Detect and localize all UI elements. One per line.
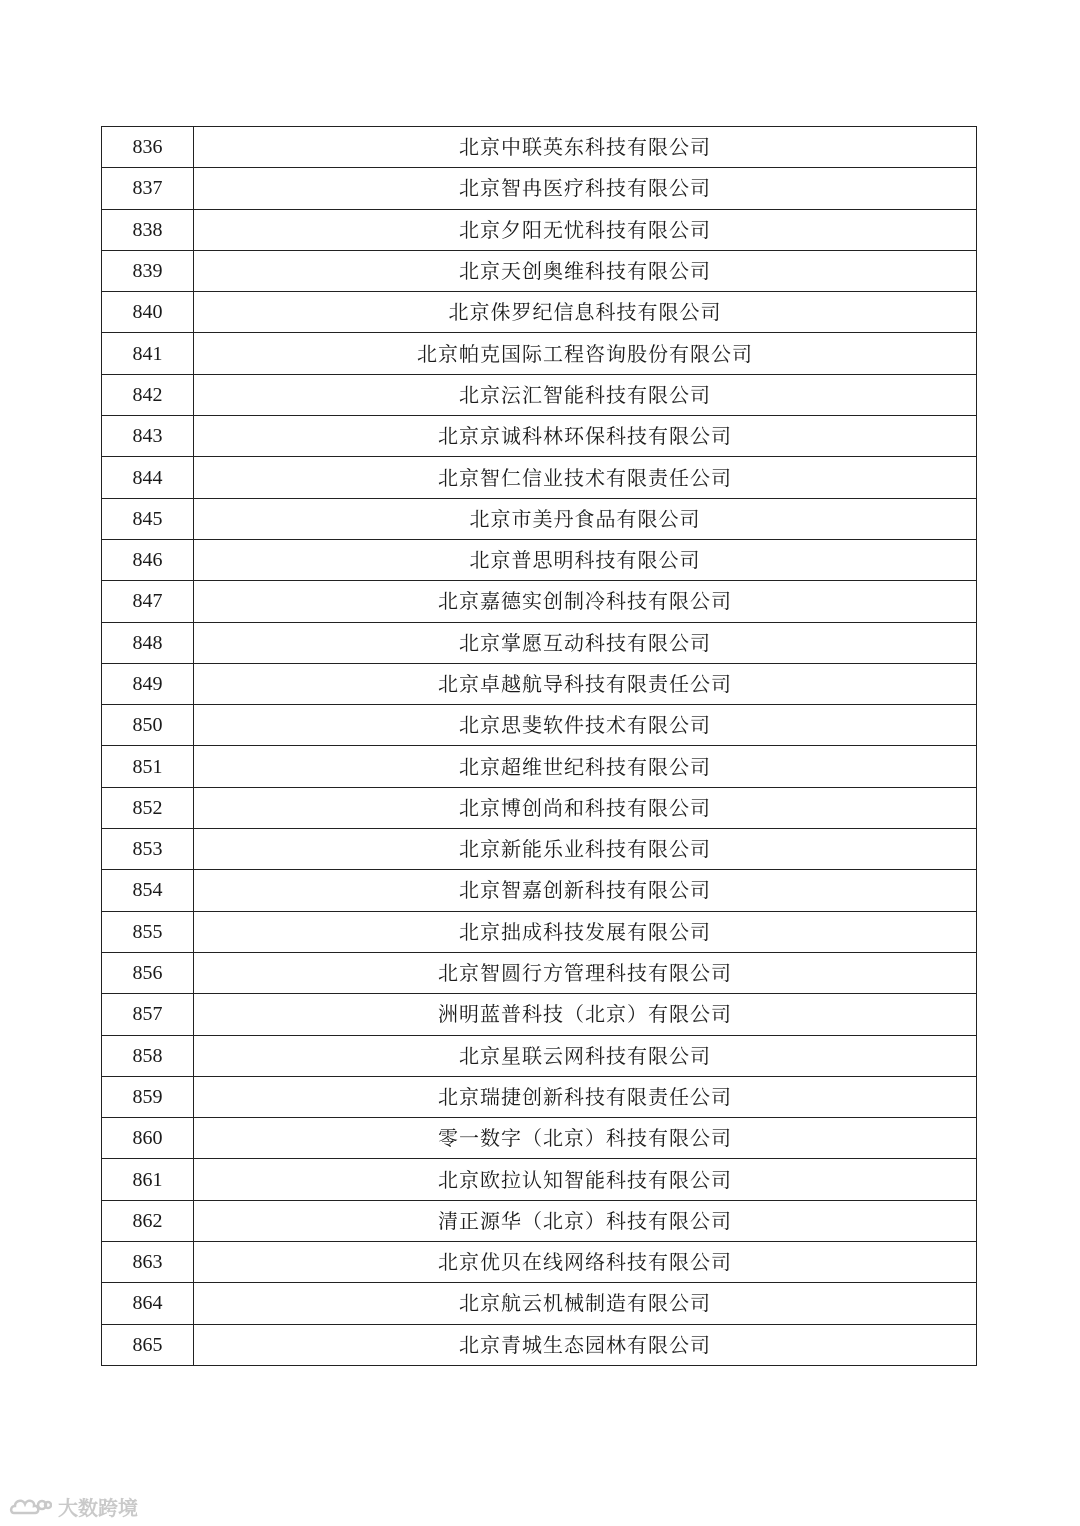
company-name: 北京卓越航导科技有限责任公司 (194, 663, 977, 704)
table-row (102, 168, 977, 209)
company-name: 北京市美丹食品有限公司 (194, 498, 977, 539)
row-number: 852 (102, 787, 194, 828)
company-name: 北京航云机械制造有限公司 (194, 1283, 977, 1324)
table-row (102, 539, 977, 580)
table-row (102, 1242, 977, 1283)
table-row (102, 705, 977, 746)
watermark-text: 大数跨境 (58, 1495, 138, 1520)
table-row (102, 1076, 977, 1117)
company-name: 北京瑞捷创新科技有限责任公司 (194, 1076, 977, 1117)
table-row (102, 746, 977, 787)
table-row (102, 1035, 977, 1076)
company-name: 北京青城生态园林有限公司 (194, 1324, 977, 1365)
company-name: 北京沄汇智能科技有限公司 (194, 374, 977, 415)
row-number: 863 (102, 1242, 194, 1283)
company-name: 北京掌愿互动科技有限公司 (194, 622, 977, 663)
row-number: 861 (102, 1159, 194, 1200)
row-number: 844 (102, 457, 194, 498)
company-name: 北京智仁信业技术有限责任公司 (194, 457, 977, 498)
table-row (102, 663, 977, 704)
table-row (102, 374, 977, 415)
company-name: 零一数字（北京）科技有限公司 (194, 1118, 977, 1159)
row-number: 859 (102, 1076, 194, 1117)
table-row (102, 787, 977, 828)
row-number: 850 (102, 705, 194, 746)
company-table-body (102, 127, 977, 1366)
table-row (102, 1118, 977, 1159)
company-name: 北京嘉德实创制冷科技有限公司 (194, 581, 977, 622)
table-row (102, 952, 977, 993)
table-row (102, 457, 977, 498)
company-name: 北京中联英东科技有限公司 (194, 127, 977, 168)
table-row (102, 333, 977, 374)
row-number: 841 (102, 333, 194, 374)
company-name: 北京侏罗纪信息科技有限公司 (194, 292, 977, 333)
row-number: 840 (102, 292, 194, 333)
cloud-logo-icon (8, 1493, 52, 1519)
row-number: 846 (102, 539, 194, 580)
row-number: 839 (102, 250, 194, 291)
company-name: 北京帕克国际工程咨询股份有限公司 (194, 333, 977, 374)
row-number: 855 (102, 911, 194, 952)
watermark (8, 1490, 138, 1522)
table-row (102, 994, 977, 1035)
company-name: 北京欧拉认知智能科技有限公司 (194, 1159, 977, 1200)
company-name: 北京天创奥维科技有限公司 (194, 250, 977, 291)
company-name: 北京普思明科技有限公司 (194, 539, 977, 580)
table-row (102, 292, 977, 333)
row-number: 845 (102, 498, 194, 539)
company-name: 洲明蓝普科技（北京）有限公司 (194, 994, 977, 1035)
company-name: 北京智圆行方管理科技有限公司 (194, 952, 977, 993)
company-name: 北京拙成科技发展有限公司 (194, 911, 977, 952)
table-row (102, 829, 977, 870)
row-number: 864 (102, 1283, 194, 1324)
table-row (102, 1324, 977, 1365)
table-row (102, 622, 977, 663)
row-number: 847 (102, 581, 194, 622)
table-row (102, 250, 977, 291)
company-name: 北京智嘉创新科技有限公司 (194, 870, 977, 911)
company-name: 清正源华（北京）科技有限公司 (194, 1200, 977, 1241)
company-name: 北京博创尚和科技有限公司 (194, 787, 977, 828)
row-number: 858 (102, 1035, 194, 1076)
row-number: 856 (102, 952, 194, 993)
table-row (102, 1283, 977, 1324)
row-number: 837 (102, 168, 194, 209)
company-name: 北京新能乐业科技有限公司 (194, 829, 977, 870)
table-row (102, 911, 977, 952)
table-row (102, 498, 977, 539)
table-row (102, 209, 977, 250)
row-number: 865 (102, 1324, 194, 1365)
row-number: 849 (102, 663, 194, 704)
company-name: 北京星联云网科技有限公司 (194, 1035, 977, 1076)
table-row (102, 870, 977, 911)
row-number: 838 (102, 209, 194, 250)
company-name: 北京超维世纪科技有限公司 (194, 746, 977, 787)
company-name: 北京京诚科林环保科技有限公司 (194, 416, 977, 457)
row-number: 862 (102, 1200, 194, 1241)
company-name: 北京智冉医疗科技有限公司 (194, 168, 977, 209)
company-table (101, 126, 977, 1366)
company-name: 北京思斐软件技术有限公司 (194, 705, 977, 746)
table-row (102, 127, 977, 168)
row-number: 854 (102, 870, 194, 911)
row-number: 843 (102, 416, 194, 457)
row-number: 848 (102, 622, 194, 663)
row-number: 836 (102, 127, 194, 168)
row-number: 853 (102, 829, 194, 870)
row-number: 842 (102, 374, 194, 415)
row-number: 860 (102, 1118, 194, 1159)
table-row (102, 581, 977, 622)
company-name: 北京优贝在线网络科技有限公司 (194, 1242, 977, 1283)
row-number: 851 (102, 746, 194, 787)
table-row (102, 1159, 977, 1200)
table-row (102, 1200, 977, 1241)
company-name: 北京夕阳无忧科技有限公司 (194, 209, 977, 250)
row-number: 857 (102, 994, 194, 1035)
table-row (102, 416, 977, 457)
